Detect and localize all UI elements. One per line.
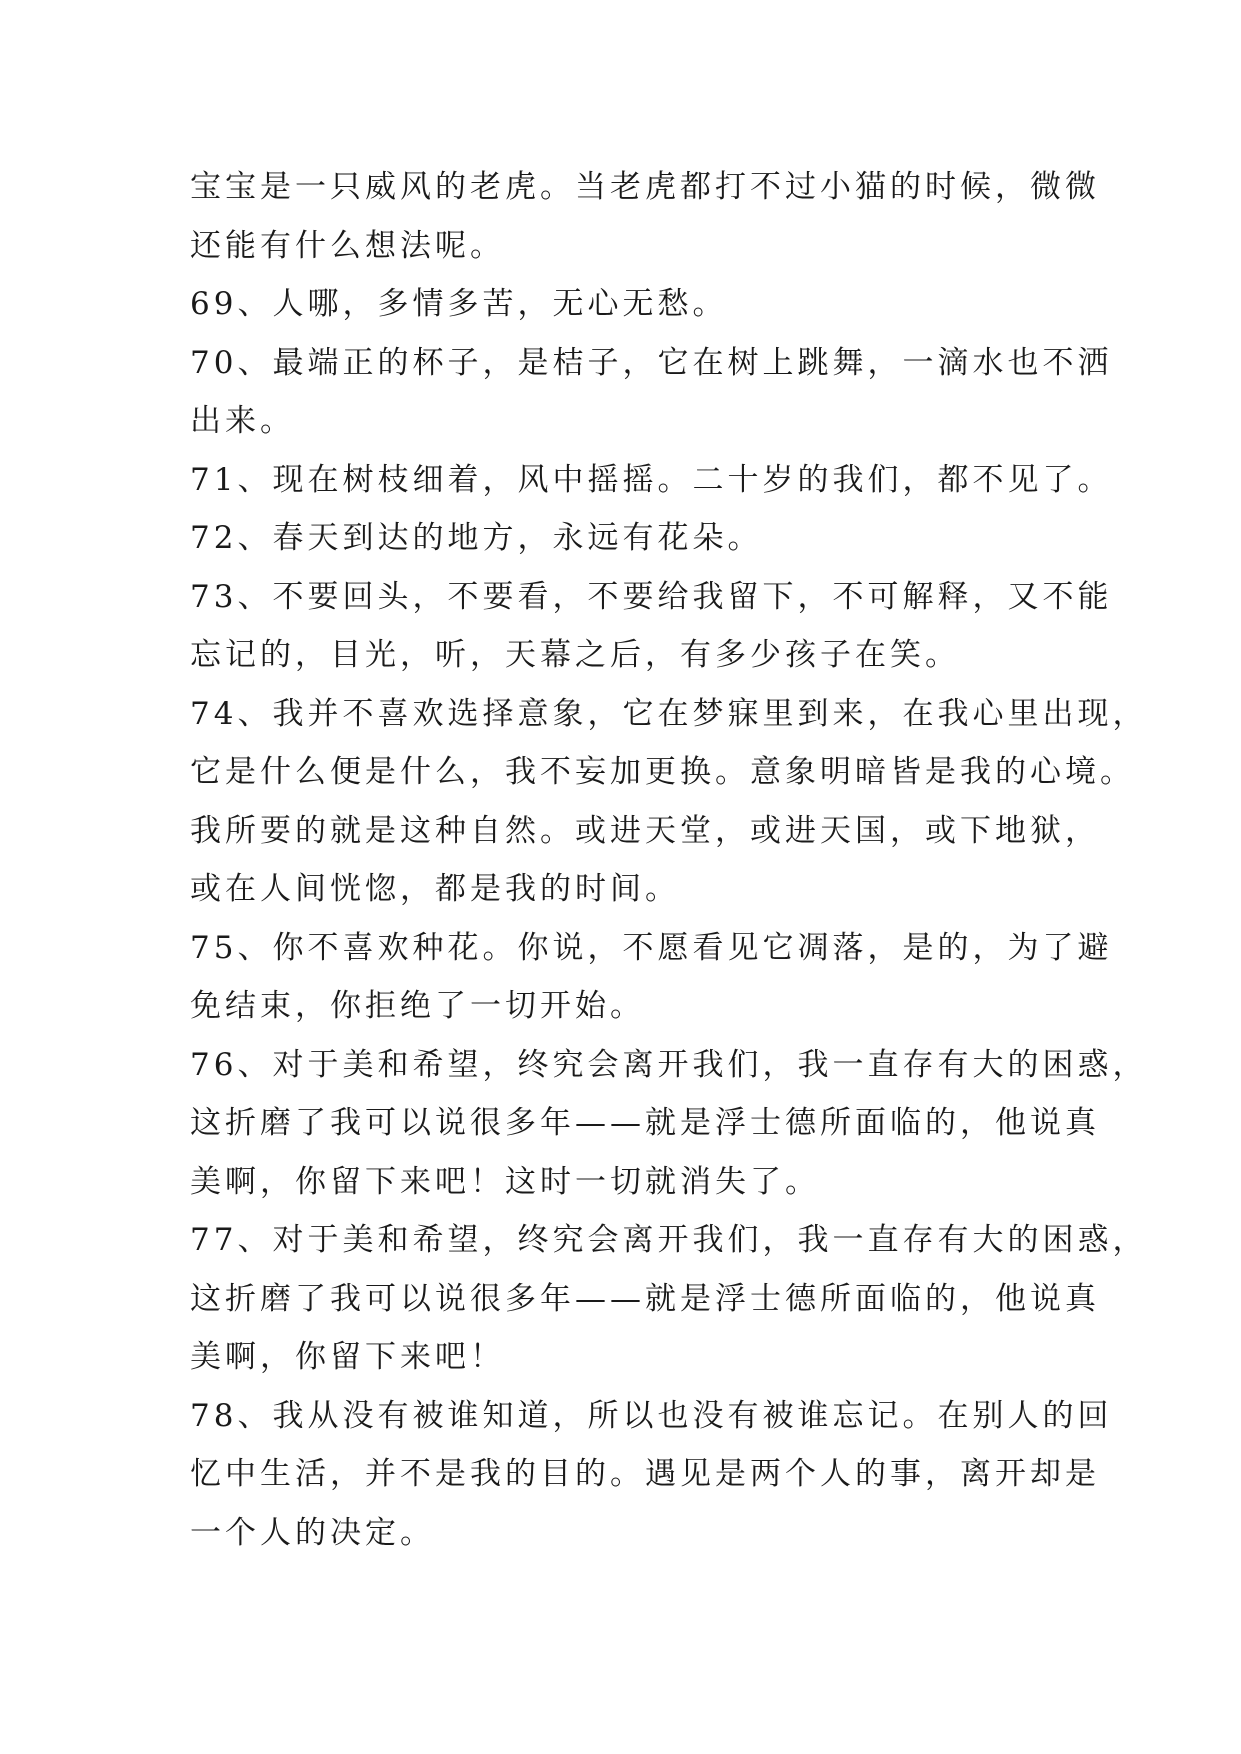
text-line: 出来。: [190, 403, 295, 439]
text-line: 或在人间恍惚，都是我的时间。: [190, 871, 680, 907]
text-line: 69、人哪，多情多苦，无心无愁。: [190, 286, 728, 322]
text-line: 74、我并不喜欢选择意象，它在梦寐里到来，在我心里出现，: [190, 695, 1148, 732]
text-line: 75、你不喜欢种花。你说，不愿看见它凋落，是的，为了避: [190, 929, 1113, 966]
text-line: 一个人的决定。: [190, 1514, 435, 1551]
text-line: 71、现在树枝细着，风中摇摇。二十岁的我们，都不见了。: [190, 461, 1113, 498]
document-body: [190, 158, 1148, 1562]
text-line: 77、对于美和希望，终究会离开我们，我一直存有大的困惑，: [190, 1222, 1148, 1258]
text-line: 它是什么便是什么，我不妄加更换。意象明暗皆是我的心境。: [190, 754, 1135, 790]
text-line: 78、我从没有被谁知道，所以也没有被谁忘记。在别人的回: [190, 1397, 1113, 1434]
text-line: 我所要的就是这种自然。或进天堂，或进天国，或下地狱，: [190, 812, 1100, 849]
text-line: 宝宝是一只威风的老虎。当老虎都打不过小猫的时候，微微: [190, 169, 1100, 205]
text-line: 这折磨了我可以说很多年——就是浮士德所面临的，他说真: [190, 1105, 1100, 1141]
text-line: 还能有什么想法呢。: [190, 227, 505, 264]
text-line: 美啊，你留下来吧！这时一切就消失了。: [190, 1163, 820, 1200]
text-line: 70、最端正的杯子，是桔子，它在树上跳舞，一滴水也不洒: [190, 344, 1113, 381]
text-line: 免结束，你拒绝了一切开始。: [190, 988, 645, 1024]
text-line: 76、对于美和希望，终究会离开我们，我一直存有大的困惑，: [190, 1046, 1148, 1083]
text-line: 73、不要回头，不要看，不要给我留下，不可解释，又不能: [190, 578, 1113, 615]
text-line: 这折磨了我可以说很多年——就是浮士德所面临的，他说真: [190, 1280, 1100, 1317]
text-line: 忆中生活，并不是我的目的。遇见是两个人的事，离开却是: [190, 1456, 1100, 1492]
text-line: 美啊，你留下来吧！: [190, 1339, 505, 1375]
text-line: 忘记的，目光，听，天幕之后，有多少孩子在笑。: [190, 637, 960, 673]
text-line: 72、春天到达的地方，永远有花朵。: [190, 520, 763, 556]
